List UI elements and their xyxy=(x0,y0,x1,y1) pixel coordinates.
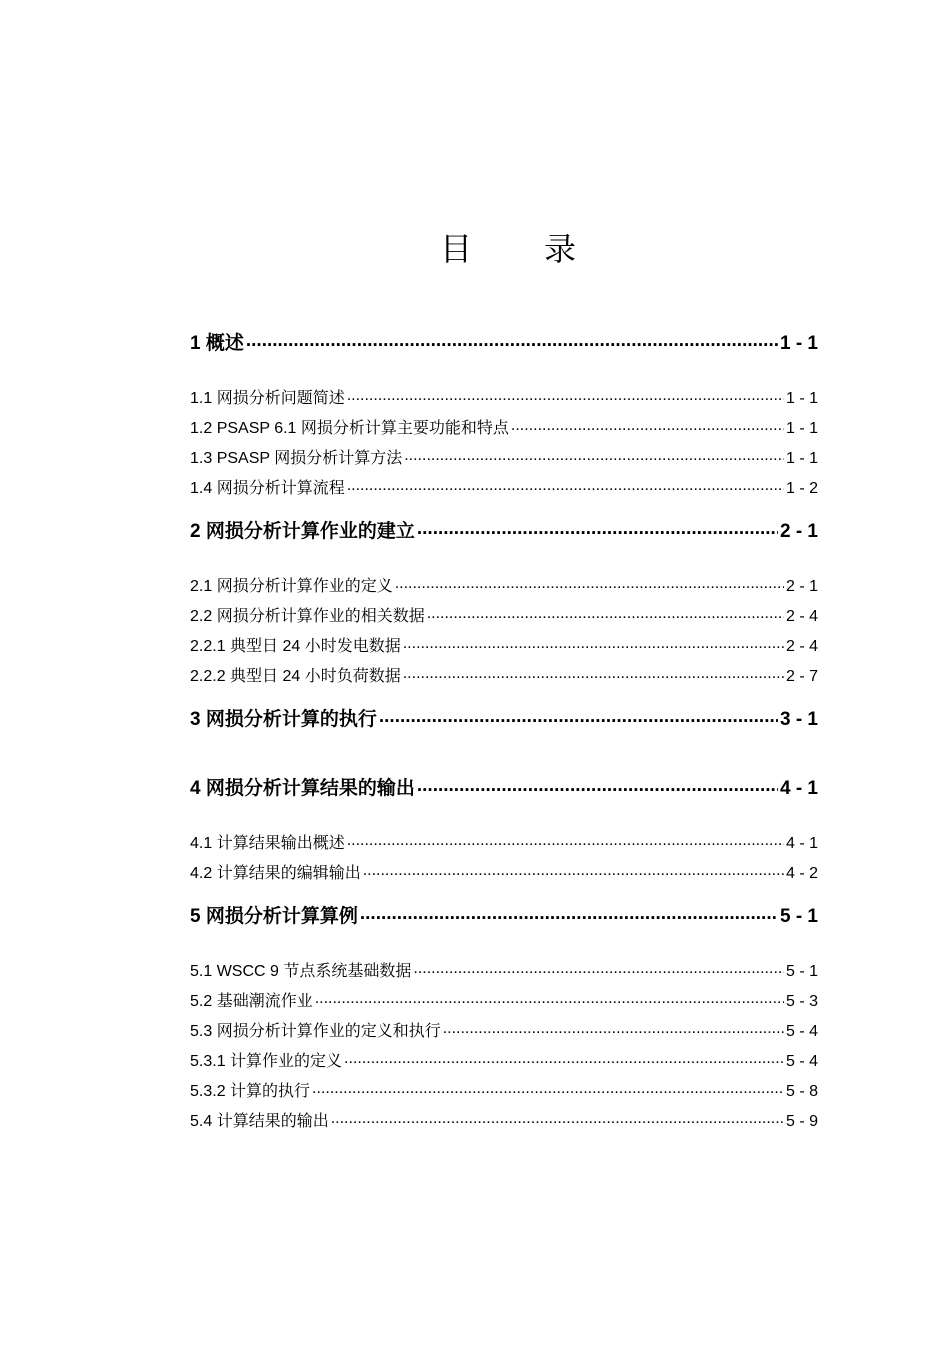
toc-chapter-entry[interactable] xyxy=(190,901,818,927)
toc-dot-leader xyxy=(395,575,784,591)
toc-page-number: 3 - 1 xyxy=(779,709,818,730)
toc-dot-leader xyxy=(347,832,784,848)
toc-entry-label: 5.3.1 计算作业的定义 xyxy=(190,1053,343,1070)
toc-section-entry[interactable] xyxy=(190,415,818,437)
toc-entry-label: 5.3 网损分析计算作业的定义和执行 xyxy=(190,1023,441,1040)
toc-chapter-entry[interactable] xyxy=(190,704,818,730)
toc-page-number: 5 - 8 xyxy=(785,1083,818,1100)
toc-entry-label: 2.2.1 典型日 24 小时发电数据 xyxy=(190,638,401,655)
toc-page-number: 4 - 1 xyxy=(779,778,818,799)
toc-entry-label: 5.4 计算结果的输出 xyxy=(190,1113,329,1130)
toc-page-number: 2 - 7 xyxy=(785,668,818,685)
toc-page-number: 1 - 1 xyxy=(785,390,818,407)
toc-section-entry[interactable] xyxy=(190,475,818,497)
toc-section-entry[interactable] xyxy=(190,988,818,1010)
toc-dot-leader xyxy=(427,605,784,621)
toc-dot-leader xyxy=(413,960,784,976)
toc-entry-label: 4.1 计算结果输出概述 xyxy=(190,835,345,852)
toc-dot-leader xyxy=(347,477,784,493)
toc-entry-label: 1.2 PSASP 6.1 网损分析计算主要功能和特点 xyxy=(190,420,509,437)
toc-entry-label: 4.2 计算结果的编辑输出 xyxy=(190,865,361,882)
toc-section-entry[interactable] xyxy=(190,1108,818,1130)
toc-section-entry[interactable] xyxy=(190,445,818,467)
toc-dot-leader xyxy=(443,1020,784,1036)
toc-page-number: 5 - 1 xyxy=(785,963,818,980)
toc-section-entry[interactable] xyxy=(190,958,818,980)
toc-chapter-entry[interactable] xyxy=(190,773,818,799)
toc-section-entry[interactable] xyxy=(190,1078,818,1100)
toc-dot-leader xyxy=(403,635,784,651)
toc-page-number: 5 - 4 xyxy=(785,1023,818,1040)
toc-dot-leader xyxy=(315,990,784,1006)
toc-dot-leader xyxy=(347,387,784,403)
toc-section-entry[interactable] xyxy=(190,830,818,852)
toc-dot-leader xyxy=(331,1110,784,1126)
toc-page-number: 5 - 4 xyxy=(785,1053,818,1070)
toc-page-number: 1 - 1 xyxy=(785,450,818,467)
toc-section-entry[interactable] xyxy=(190,663,818,685)
toc-page-number: 2 - 4 xyxy=(785,608,818,625)
toc-dot-leader xyxy=(417,775,778,794)
toc-section-entry[interactable] xyxy=(190,860,818,882)
toc-page-number: 1 - 1 xyxy=(785,420,818,437)
toc-page-number: 2 - 4 xyxy=(785,638,818,655)
toc-page-number: 5 - 3 xyxy=(785,993,818,1010)
toc-entry-label: 3 网损分析计算的执行 xyxy=(190,709,377,730)
toc-section-entry[interactable] xyxy=(190,1018,818,1040)
toc-page-number: 4 - 2 xyxy=(785,865,818,882)
toc-page-number: 1 - 1 xyxy=(779,333,818,354)
toc-entry-label: 5.1 WSCC 9 节点系统基础数据 xyxy=(190,963,412,980)
toc-page-number: 4 - 1 xyxy=(785,835,818,852)
toc-entry-label: 2.2 网损分析计算作业的相关数据 xyxy=(190,608,425,625)
toc-title-char-2: 录 xyxy=(544,230,577,268)
toc-entry-label: 1.4 网损分析计算流程 xyxy=(190,480,345,497)
toc-dot-leader xyxy=(312,1080,784,1096)
toc-title xyxy=(0,224,950,270)
toc-section-entry[interactable] xyxy=(190,603,818,625)
toc-dot-leader xyxy=(379,706,778,725)
toc-page-number: 2 - 1 xyxy=(785,578,818,595)
toc-dot-leader xyxy=(344,1050,784,1066)
toc-section-entry[interactable] xyxy=(190,1048,818,1070)
toc-entry-label: 1.3 PSASP 网损分析计算方法 xyxy=(190,450,403,467)
toc-entry-label: 2.1 网损分析计算作业的定义 xyxy=(190,578,393,595)
toc-dot-leader xyxy=(403,665,784,681)
toc-dot-leader xyxy=(360,903,778,922)
toc-page-number: 2 - 1 xyxy=(779,521,818,542)
toc-title-char-1: 目 xyxy=(439,230,472,268)
toc-entry-label: 5.3.2 计算的执行 xyxy=(190,1083,311,1100)
toc-dot-leader xyxy=(246,330,778,349)
toc-entry-label: 5.2 基础潮流作业 xyxy=(190,993,313,1010)
toc-page-number: 5 - 9 xyxy=(785,1113,818,1130)
toc-entry-label: 1 概述 xyxy=(190,333,244,354)
toc-entry-label: 2.2.2 典型日 24 小时负荷数据 xyxy=(190,668,401,685)
toc-dot-leader xyxy=(404,447,784,463)
toc-chapter-entry[interactable] xyxy=(190,516,818,542)
toc-section-entry[interactable] xyxy=(190,573,818,595)
toc-dot-leader xyxy=(511,417,784,433)
toc-section-entry[interactable] xyxy=(190,633,818,655)
toc-entry-label: 4 网损分析计算结果的输出 xyxy=(190,778,415,799)
toc-entry-label: 1.1 网损分析问题简述 xyxy=(190,390,345,407)
toc-page-number: 1 - 2 xyxy=(785,480,818,497)
toc-dot-leader xyxy=(363,862,784,878)
toc-section-entry[interactable] xyxy=(190,385,818,407)
toc-dot-leader xyxy=(417,518,778,537)
toc-entry-label: 5 网损分析计算算例 xyxy=(190,906,358,927)
toc-chapter-entry[interactable] xyxy=(190,328,818,354)
toc-page-number: 5 - 1 xyxy=(779,906,818,927)
toc-entry-label: 2 网损分析计算作业的建立 xyxy=(190,521,415,542)
